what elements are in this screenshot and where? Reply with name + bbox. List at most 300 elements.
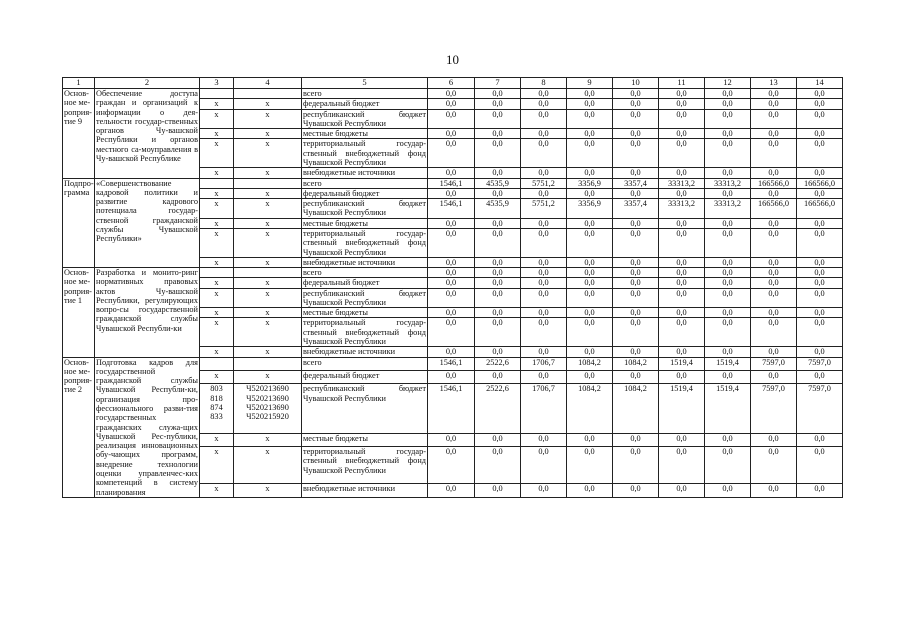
amount-cell: 0,0	[613, 433, 659, 446]
amount-cell: 0,0	[797, 99, 843, 109]
target-article-cell: x	[234, 308, 302, 318]
amount-cell: 33313,2	[659, 199, 705, 219]
amount-cell: 0,0	[567, 129, 613, 139]
funding-source-cell: территориальный государ-ственный внебюджетный фонд Чувашской Республики	[303, 228, 426, 257]
amount-cell: 0,0	[567, 318, 613, 347]
amount-cell: 0,0	[659, 99, 705, 109]
funding-source-cell: местные бюджеты	[302, 308, 428, 318]
amount-cell: 1084,2	[567, 384, 613, 433]
funding-source-cell: местные бюджеты	[302, 129, 428, 139]
target-article-cell	[234, 357, 302, 370]
funding-source-cell: всего	[302, 357, 428, 370]
header-cell: 9	[567, 78, 613, 89]
header-row	[63, 78, 843, 89]
amount-cell: 0,0	[613, 109, 659, 129]
amount-cell: 0,0	[659, 484, 705, 497]
amount-cell: 0,0	[475, 288, 521, 308]
activity-type-cell: Основ- ное ме- роприя- тие 9	[63, 89, 95, 179]
admin-code-cell: x	[200, 347, 234, 357]
amount-cell: 0,0	[567, 257, 613, 267]
amount-cell: 0,0	[567, 308, 613, 318]
admin-code-cell: x	[200, 199, 234, 219]
amount-cell: 0,0	[567, 370, 613, 383]
amount-cell: 0,0	[705, 484, 751, 497]
admin-code-cell: x	[200, 99, 234, 109]
amount-cell: 0,0	[475, 168, 521, 178]
funding-source-cell: республиканский бюджет Чувашской Республики	[302, 384, 428, 433]
amount-cell: 0,0	[475, 447, 521, 484]
target-article-cell: x	[234, 218, 302, 228]
amount-cell: 0,0	[705, 257, 751, 267]
admin-code-cell: x	[200, 218, 234, 228]
admin-code-cell: x	[200, 447, 234, 484]
target-article-cell: x	[234, 447, 302, 484]
amount-cell: 0,0	[705, 109, 751, 129]
activity-name-cell: Разработка и монито-ринг нормативных правовых актов Чу-вашской Республики, регулирующих вопро-сы государственной гражданской службы Чувашской Республи-ки	[95, 268, 200, 358]
amount-cell: 33313,2	[705, 178, 751, 188]
amount-cell: 0,0	[705, 218, 751, 228]
amount-cell: 0,0	[659, 109, 705, 129]
amount-cell: 0,0	[659, 268, 705, 278]
funding-source-cell: территориальный государ-ственный внебюджетный фонд Чувашской Республики	[302, 447, 428, 484]
funding-source-cell: внебюджетные источники	[302, 168, 428, 178]
amount-cell: 0,0	[797, 318, 843, 347]
amount-cell: 0,0	[797, 188, 843, 198]
target-article-cell	[234, 89, 302, 99]
amount-cell: 0,0	[797, 218, 843, 228]
target-article-cell: x	[234, 199, 302, 219]
amount-cell: 0,0	[705, 228, 751, 257]
amount-cell: 0,0	[613, 99, 659, 109]
amount-cell: 0,0	[705, 318, 751, 347]
target-article-cell: x	[234, 484, 302, 497]
header-cell: 1	[63, 78, 95, 89]
funding-source-cell: республиканский бюджет Чувашской Республики	[303, 109, 426, 128]
amount-cell: 5751,2	[521, 178, 567, 188]
amount-cell: 0,0	[521, 139, 567, 168]
header-cell: 14	[797, 78, 843, 89]
amount-cell: 0,0	[751, 129, 797, 139]
table-row	[63, 357, 843, 370]
amount-cell: 2522,6	[475, 384, 521, 433]
amount-cell: 0,0	[705, 347, 751, 357]
amount-cell: 1706,7	[521, 384, 567, 433]
amount-cell: 0,0	[475, 347, 521, 357]
funding-source-cell: республиканский бюджет Чувашской Республики	[303, 199, 426, 218]
amount-cell: 0,0	[428, 308, 475, 318]
target-article-cell: x	[234, 347, 302, 357]
funding-source-cell: федеральный бюджет	[302, 99, 428, 109]
target-article-cell: x	[234, 288, 302, 308]
amount-cell: 0,0	[521, 89, 567, 99]
amount-cell: 0,0	[613, 218, 659, 228]
amount-cell: 0,0	[567, 288, 613, 308]
amount-cell: 0,0	[428, 447, 475, 484]
amount-cell: 0,0	[567, 99, 613, 109]
amount-cell: 0,0	[428, 99, 475, 109]
amount-cell: 33313,2	[659, 178, 705, 188]
funding-source-cell: территориальный государ-ственный внебюджетный фонд Чувашской Республики	[303, 139, 426, 167]
amount-cell: 0,0	[567, 484, 613, 497]
amount-cell: 0,0	[705, 188, 751, 198]
amount-cell: 0,0	[567, 168, 613, 178]
amount-cell: 0,0	[521, 168, 567, 178]
amount-cell: 0,0	[659, 89, 705, 99]
amount-cell: 0,0	[659, 278, 705, 288]
amount-cell: 0,0	[521, 308, 567, 318]
amount-cell: 0,0	[751, 278, 797, 288]
amount-cell: 0,0	[613, 347, 659, 357]
amount-cell: 4535,9	[475, 178, 521, 188]
activity-type-cell: Основ- ное ме- роприя- тие 1	[63, 268, 95, 358]
admin-code-cell: x	[200, 228, 234, 257]
amount-cell: 0,0	[521, 99, 567, 109]
amount-cell: 3356,9	[567, 178, 613, 188]
admin-code-cell	[200, 268, 234, 278]
admin-code-cell: x	[200, 484, 234, 497]
amount-cell: 0,0	[521, 129, 567, 139]
target-article-cell	[234, 178, 302, 188]
admin-code-cell	[200, 178, 234, 188]
amount-cell: 7597,0	[797, 357, 843, 370]
admin-code-cell: x	[200, 288, 234, 308]
header-cell: 4	[234, 78, 302, 89]
amount-cell: 1519,4	[659, 384, 705, 433]
amount-cell: 0,0	[705, 447, 751, 484]
amount-cell: 0,0	[521, 484, 567, 497]
amount-cell: 0,0	[613, 370, 659, 383]
amount-cell: 0,0	[751, 168, 797, 178]
amount-cell: 1084,2	[567, 357, 613, 370]
target-article-cell: x	[234, 257, 302, 267]
amount-cell: 0,0	[797, 278, 843, 288]
amount-cell: 0,0	[428, 188, 475, 198]
amount-cell: 0,0	[705, 139, 751, 168]
amount-cell: 0,0	[797, 308, 843, 318]
amount-cell: 0,0	[428, 278, 475, 288]
amount-cell: 4535,9	[475, 199, 521, 219]
amount-cell: 0,0	[475, 109, 521, 129]
target-article-cell: x	[234, 433, 302, 446]
admin-code-cell: x	[200, 370, 234, 383]
amount-cell: 3357,4	[613, 178, 659, 188]
amount-cell: 0,0	[705, 168, 751, 178]
amount-cell: 0,0	[797, 168, 843, 178]
amount-cell: 0,0	[567, 228, 613, 257]
amount-cell: 0,0	[613, 129, 659, 139]
target-article-cell: x	[234, 370, 302, 383]
amount-cell: 0,0	[567, 139, 613, 168]
amount-cell: 0,0	[521, 257, 567, 267]
amount-cell: 0,0	[475, 268, 521, 278]
amount-cell: 0,0	[613, 89, 659, 99]
admin-code-cell: x	[200, 433, 234, 446]
header-cell: 2	[95, 78, 200, 89]
amount-cell: 0,0	[751, 347, 797, 357]
amount-cell: 0,0	[567, 188, 613, 198]
amount-cell: 0,0	[567, 268, 613, 278]
target-article-cell: x	[234, 129, 302, 139]
amount-cell: 0,0	[751, 370, 797, 383]
amount-cell: 0,0	[751, 318, 797, 347]
funding-source-cell: всего	[302, 178, 428, 188]
amount-cell: 0,0	[475, 139, 521, 168]
amount-cell: 1084,2	[613, 384, 659, 433]
amount-cell: 0,0	[751, 89, 797, 99]
amount-cell: 0,0	[521, 433, 567, 446]
amount-cell: 0,0	[751, 308, 797, 318]
header-cell: 5	[302, 78, 428, 89]
target-article-cell: x	[234, 188, 302, 198]
table-body	[63, 78, 843, 498]
amount-cell: 0,0	[428, 370, 475, 383]
amount-cell: 0,0	[428, 484, 475, 497]
amount-cell: 0,0	[613, 188, 659, 198]
amount-cell: 0,0	[797, 288, 843, 308]
amount-cell: 0,0	[428, 257, 475, 267]
activity-type-cell: Подпро- грамма	[63, 178, 95, 268]
amount-cell: 33313,2	[705, 199, 751, 219]
amount-cell: 0,0	[475, 278, 521, 288]
amount-cell: 0,0	[475, 99, 521, 109]
amount-cell: 0,0	[659, 288, 705, 308]
amount-cell: 0,0	[521, 188, 567, 198]
activity-name-cell: Обеспечение доступа граждан и организаций к информации о дея-тельности государ-ственных органов Чу-вашской Республики и органов местного са-моуправления в Чу-вашской Республике	[95, 89, 200, 179]
amount-cell: 0,0	[751, 484, 797, 497]
amount-cell: 0,0	[705, 433, 751, 446]
amount-cell: 0,0	[751, 447, 797, 484]
amount-cell: 7597,0	[751, 384, 797, 433]
amount-cell: 0,0	[797, 89, 843, 99]
funding-source-cell: внебюджетные источники	[302, 257, 428, 267]
target-article-cell: x	[234, 168, 302, 178]
activity-type-cell: Основ- ное ме- роприя- тие 2	[63, 357, 95, 497]
funding-source-cell: внебюджетные источники	[302, 347, 428, 357]
header-cell: 11	[659, 78, 705, 89]
amount-cell: 0,0	[797, 347, 843, 357]
amount-cell: 1519,4	[705, 384, 751, 433]
funding-source-cell: внебюджетные источники	[302, 484, 428, 497]
amount-cell: 0,0	[705, 99, 751, 109]
amount-cell: 0,0	[475, 129, 521, 139]
amount-cell: 0,0	[428, 129, 475, 139]
amount-cell: 0,0	[797, 139, 843, 168]
amount-cell: 0,0	[567, 433, 613, 446]
amount-cell: 0,0	[521, 218, 567, 228]
amount-cell: 0,0	[705, 268, 751, 278]
amount-cell: 0,0	[613, 447, 659, 484]
amount-cell: 0,0	[659, 318, 705, 347]
admin-code-cell: x	[200, 129, 234, 139]
amount-cell: 0,0	[659, 218, 705, 228]
amount-cell: 0,0	[475, 308, 521, 318]
funding-source-cell: местные бюджеты	[302, 433, 428, 446]
target-article-cell	[234, 268, 302, 278]
amount-cell: 1546,1	[428, 357, 475, 370]
amount-cell: 0,0	[659, 129, 705, 139]
admin-code-cell: 803 818 874 833	[200, 384, 234, 433]
target-article-cell: x	[234, 109, 302, 129]
admin-code-cell	[200, 357, 234, 370]
amount-cell: 0,0	[613, 278, 659, 288]
amount-cell: 166566,0	[797, 199, 843, 219]
amount-cell: 0,0	[751, 228, 797, 257]
amount-cell: 0,0	[567, 109, 613, 129]
amount-cell: 0,0	[428, 89, 475, 99]
amount-cell: 0,0	[521, 318, 567, 347]
amount-cell: 0,0	[521, 268, 567, 278]
amount-cell: 0,0	[797, 370, 843, 383]
amount-cell: 0,0	[751, 257, 797, 267]
target-article-cell: x	[234, 139, 302, 168]
table-row	[63, 268, 843, 278]
amount-cell: 1546,1	[428, 178, 475, 188]
amount-cell: 0,0	[613, 228, 659, 257]
admin-code-cell: x	[200, 318, 234, 347]
amount-cell: 0,0	[659, 347, 705, 357]
amount-cell: 1519,4	[659, 357, 705, 370]
amount-cell: 0,0	[475, 318, 521, 347]
amount-cell: 0,0	[659, 188, 705, 198]
amount-cell: 0,0	[705, 89, 751, 99]
amount-cell: 0,0	[659, 447, 705, 484]
amount-cell: 0,0	[705, 278, 751, 288]
amount-cell: 0,0	[428, 347, 475, 357]
amount-cell: 0,0	[613, 318, 659, 347]
amount-cell: 0,0	[705, 308, 751, 318]
amount-cell: 0,0	[521, 447, 567, 484]
amount-cell: 1546,1	[428, 384, 475, 433]
amount-cell: 0,0	[567, 278, 613, 288]
amount-cell: 0,0	[613, 288, 659, 308]
header-cell: 6	[428, 78, 475, 89]
amount-cell: 0,0	[797, 268, 843, 278]
amount-cell: 0,0	[751, 109, 797, 129]
amount-cell: 0,0	[751, 218, 797, 228]
amount-cell: 0,0	[613, 484, 659, 497]
funding-source-cell: всего	[302, 89, 428, 99]
amount-cell: 0,0	[797, 257, 843, 267]
amount-cell: 0,0	[428, 268, 475, 278]
amount-cell: 0,0	[428, 228, 475, 257]
amount-cell: 0,0	[475, 228, 521, 257]
header-cell: 10	[613, 78, 659, 89]
amount-cell: 0,0	[705, 370, 751, 383]
amount-cell: 0,0	[475, 257, 521, 267]
admin-code-cell	[200, 89, 234, 99]
amount-cell: 0,0	[659, 139, 705, 168]
funding-source-cell: республиканский бюджет Чувашской Республики	[303, 288, 426, 307]
admin-code-cell: x	[200, 139, 234, 168]
amount-cell: 0,0	[751, 268, 797, 278]
amount-cell: 0,0	[751, 99, 797, 109]
amount-cell: 0,0	[521, 347, 567, 357]
admin-code-cell: x	[200, 109, 234, 129]
amount-cell: 0,0	[475, 370, 521, 383]
amount-cell: 0,0	[659, 228, 705, 257]
amount-cell: 0,0	[613, 168, 659, 178]
target-article-cell: x	[234, 278, 302, 288]
amount-cell: 0,0	[613, 257, 659, 267]
amount-cell: 0,0	[705, 129, 751, 139]
amount-cell: 0,0	[428, 433, 475, 446]
amount-cell: 0,0	[567, 447, 613, 484]
funding-source-cell: местные бюджеты	[302, 218, 428, 228]
amount-cell: 0,0	[521, 228, 567, 257]
amount-cell: 0,0	[521, 278, 567, 288]
amount-cell: 0,0	[567, 89, 613, 99]
amount-cell: 0,0	[797, 484, 843, 497]
amount-cell: 1706,7	[521, 357, 567, 370]
amount-cell: 3357,4	[613, 199, 659, 219]
amount-cell: 7597,0	[797, 384, 843, 433]
target-article-cell: x	[234, 228, 302, 257]
amount-cell: 0,0	[751, 288, 797, 308]
header-cell: 7	[475, 78, 521, 89]
admin-code-cell: x	[200, 168, 234, 178]
header-cell: 3	[200, 78, 234, 89]
amount-cell: 0,0	[659, 308, 705, 318]
amount-cell: 0,0	[521, 288, 567, 308]
admin-code-cell: x	[200, 308, 234, 318]
amount-cell: 1084,2	[613, 357, 659, 370]
amount-cell: 0,0	[797, 109, 843, 129]
amount-cell: 0,0	[797, 228, 843, 257]
amount-cell: 0,0	[475, 484, 521, 497]
amount-cell: 3356,9	[567, 199, 613, 219]
amount-cell: 2522,6	[475, 357, 521, 370]
amount-cell: 0,0	[521, 370, 567, 383]
amount-cell: 1519,4	[705, 357, 751, 370]
amount-cell: 0,0	[428, 168, 475, 178]
amount-cell: 0,0	[521, 109, 567, 129]
amount-cell: 5751,2	[521, 199, 567, 219]
amount-cell: 0,0	[613, 308, 659, 318]
header-cell: 13	[751, 78, 797, 89]
amount-cell: 0,0	[797, 447, 843, 484]
amount-cell: 0,0	[475, 89, 521, 99]
amount-cell: 0,0	[797, 433, 843, 446]
amount-cell: 0,0	[659, 257, 705, 267]
amount-cell: 0,0	[797, 129, 843, 139]
amount-cell: 0,0	[428, 109, 475, 129]
table-row	[63, 178, 843, 188]
amount-cell: 166566,0	[751, 178, 797, 188]
page-number: 10	[446, 52, 459, 67]
financing-table	[62, 77, 843, 498]
amount-cell: 7597,0	[751, 357, 797, 370]
amount-cell: 0,0	[613, 139, 659, 168]
funding-source-cell: федеральный бюджет	[302, 188, 428, 198]
amount-cell: 0,0	[751, 188, 797, 198]
amount-cell: 0,0	[428, 318, 475, 347]
target-article-cell: x	[234, 318, 302, 347]
amount-cell: 0,0	[613, 268, 659, 278]
target-article-cell: Ч520213690 Ч520213690 Ч520213690 Ч520215920	[234, 384, 302, 433]
amount-cell: 0,0	[475, 218, 521, 228]
target-article-cell: x	[234, 99, 302, 109]
activity-name-cell: Подготовка кадров для государственной гражданской службы Чувашской Республи-ки, организация про-фессионального разви-тия государственных гражданских служа-щих Чувашской Рес-публики, реализация инновационных обу-чающих программ, внедрение технологии оценки управленчес-ких компетенций в систему планирования	[96, 357, 198, 497]
amount-cell: 0,0	[475, 433, 521, 446]
table-row	[63, 89, 843, 99]
amount-cell: 166566,0	[751, 199, 797, 219]
amount-cell: 0,0	[705, 288, 751, 308]
funding-source-cell: территориальный государ-ственный внебюджетный фонд Чувашской Республики	[303, 318, 426, 347]
amount-cell: 0,0	[428, 139, 475, 168]
amount-cell: 0,0	[475, 188, 521, 198]
amount-cell: 0,0	[659, 433, 705, 446]
admin-code-cell: x	[200, 257, 234, 267]
